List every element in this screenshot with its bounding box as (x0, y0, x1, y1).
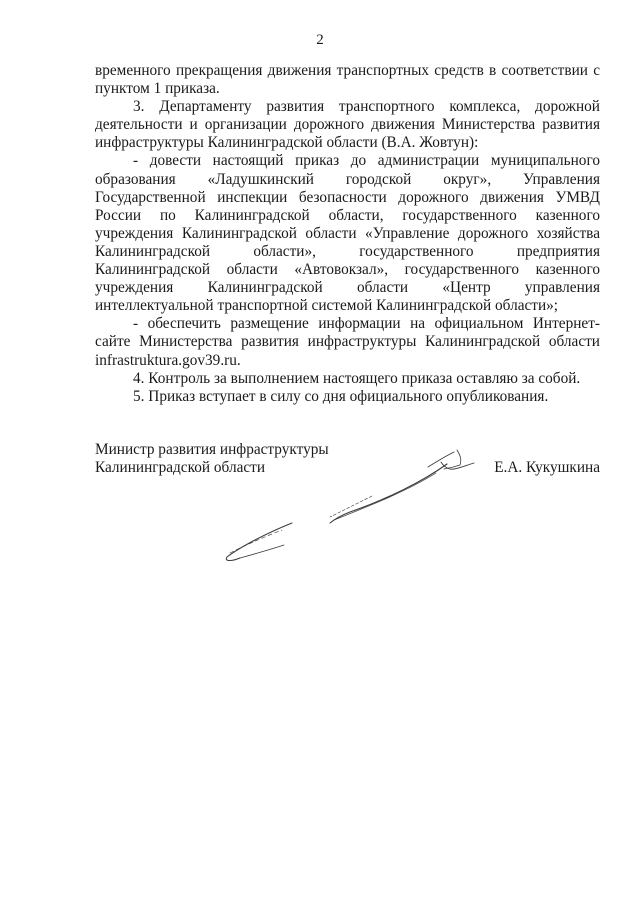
paragraph-item-3-bullet-1: - довести настоящий приказ до администрации муниципального образования «Ладушкинский городской округ», Управления Государственной инспекции безопасности дорожного движения УМВД России по Калининградской области, государственного казенного учреждения Калининградской области «Управление дорожного хозяйства Калининградской области», государственного предприятия Калининградской области «Автовокзал», государственного казенного учреждения Калининградской области «Центр управления интеллектуальной транспортной системой Калининградской области»; (95, 152, 600, 315)
paragraph-item-3: 3. Департаменту развития транспортного комплекса, дорожной деятельности и организации дорожного движения Министерства развития инфраструктуры Калининградской области (В.А. Жовтун): (95, 98, 600, 152)
paragraph-continuation: временного прекращения движения транспортных средств в соответствии с пунктом 1 приказа. (95, 62, 600, 98)
page-number: 2 (316, 32, 324, 48)
paragraph-item-3-bullet-2: - обеспечить размещение информации на официальном Интернет-сайте Министерства развития инфраструктуры Калининградской области infrastruktura.gov39.ru. (95, 315, 600, 369)
signatory-title-line-1: Министр развития инфраструктуры (95, 441, 329, 458)
paragraph-item-4: 4. Контроль за выполнением настоящего приказа оставляю за собой. (133, 369, 581, 387)
signatory-name: Е.А. Кукушкина (494, 459, 600, 476)
handwritten-signature (222, 445, 482, 570)
document-body (95, 62, 600, 406)
signatory-title-line-2: Калининградской области (95, 459, 266, 476)
paragraph-item-5: 5. Приказ вступает в силу со дня официального опубликования. (133, 387, 549, 405)
